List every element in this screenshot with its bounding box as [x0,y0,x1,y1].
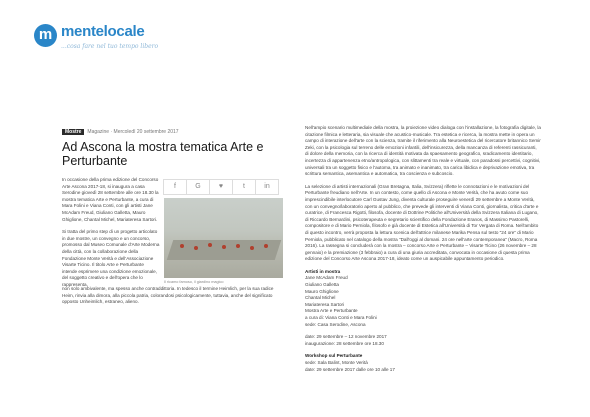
body-paragraph: La selezione di artisti internazionali (Gran Bretagna, Italia, Svizzera) riflette le connotazioni e le motivazioni del Perturbante freudiano nell'Arte. In un contesto, come quello di Ascona e Monte Verità, che ha avuto come suo imprescindibile interlocutore Carl Gustav Jung, diventa culturale proseguire venerdì 29 settembre a Monte Verità, con un convegno/laboratorio aperto al pubblico, che prevede gli interventi di Viana Conti, giornalista, critica d'arte e curatrice, di Francesca Rigotti, filosofa, docente di Dottrine Politiche all'Università della Svizzera Italiana di Lugano, di Riccardo Bernardini, psicoterapeuta e segretario scientifico della Fondazione Eranos, di Massimo Pastorelli, compositore e di Mario Perniola, filosofo e già docente di Estetica all'Università di Tor Vergata di Roma. Nell'ambito di questo incontro, verrà proposta la lettura scenica dell'attrice milanese Marika Pensa sul testo "24 ore" di Mario Perniola, pubblicato nel catalogo della mostra "Dall'oggi al domani. 24 ore nell'arte contemporanea" (Macro, Roma 2016). La rassegna si concluderà con la mostra – concorso Arte e Perturbante – Visarte Ticino (26 novembre – 28 gennaio) e la premiazione (3 febbraio) a cura di una giuria accreditata, convocata in occasione di questa prima edizione del Concorso Arte Ascona 2017-18, ideato come un auspicabile appuntamento periodico. [305,183,539,262]
artist-line: Mauro Ghiglione [305,288,339,294]
artists-heading: Artisti in mostra [305,268,341,274]
artist-line: Giuliano Galletta [305,282,339,288]
logo-mark: m [34,24,57,47]
date-line: inaugurazione: 28 settembre ore 18.30 [305,340,384,346]
brand-tagline: ...cosa fare nel tuo tempo libero [61,43,159,50]
article-body-right [305,125,541,373]
article-meta [62,128,286,136]
artist-line: Chantal Michel [305,295,336,301]
article-header [62,128,286,176]
google-plus-icon[interactable]: G [186,179,210,195]
article-photo[interactable] [164,198,283,278]
workshop-line: date: 29 settembre 2017 dalle ore 10 alle 17 [305,366,395,372]
artist-line: a cura di: Viana Conti e Mara Folini [305,315,377,321]
body-paragraph: Nell'ampio scenario multimediale della mostra, la proiezione video dialoga con l'installazione, la fotografia digitale, la citazione filmica e letteraria, sia visuale che acustico-musicale. Tra estetica e ricerca, la mostra mette in opera un campo di interazione dell'arte con la scienza, tramite il riferimento alla Neuroestetica del ricercatore britannico Semir Zeki, con la psicologia sul terreno delle emozioni infantili, dell'insicurezza, della mancanza di referenti rassicuranti, di dolore della memoria, con la ricerca di identità motivata da spaesamento geografico, sradicamento identitario, incertezza di appartenenza etno/antropologica, con slittamenti tra reale e virtuale, con paradossi percettivi, cognitivi, universali tra un soggetto fisico e l'automa, tra animato e inanimato, tra carica libidica e deprivazione emotiva, tra scrittura semantica, asemantica e automatica, tra coscienza e subcoscio. [305,125,541,177]
intro-paragraph: Si tratta del primo step di un progetto articolato in due mostre, un convegno e un concorso, promosso dal Museo Comunale d'Arte Moderna della città, con la collaborazione della Fondazione Monte Verità e dell'Associazione Visarte Ticino. Il titolo Arte e Perturbante intende esprimere una condizione emozionale, del soggetto creativo e dell'opera che lo rappresenta, [62,229,160,287]
artist-line: Mostra Arte e Perturbante [305,308,358,314]
article-continuation: non solo ambivalente, ma spesso anche contraddittoria. In tedesco il termine Heimlich, per la sua radice Heim, rinvia alla dimora, alla piccola patria, colorandosi psicologicamente, tuttavia, anche del significato opposto Unheimlich, estraneo, alieno. [62,286,274,305]
photo-caption: Il ricamo famoso, il giardino magico [164,280,224,284]
photo-flower [236,244,240,248]
article-date: Magazine · Mercoledì 20 settembre 2017 [87,129,179,135]
artist-line: Jane McAdam Freud [305,275,348,281]
brand-name: mentelocale [61,23,145,40]
artist-line: sede: Casa Serodine, Ascona [305,321,366,327]
facebook-icon[interactable]: f [163,179,187,195]
photo-flower [222,245,226,249]
heart-icon[interactable]: ♥ [209,179,233,195]
date-line: date: 29 settembre – 12 novembre 2017 [305,334,387,340]
article-title: Ad Ascona la mostra tematica Arte e Perturbante [62,140,264,168]
photo-table-shape [167,240,281,260]
category-badge[interactable]: Mostre [62,129,84,135]
artist-line: Mariateresa Sartori [305,301,345,307]
linkedin-icon[interactable]: in [255,179,279,195]
share-bar [164,179,279,195]
dates-section [305,334,541,347]
artists-section [305,269,541,328]
photo-flower [208,243,212,247]
workshop-section [305,353,541,373]
twitter-icon[interactable]: t [232,179,256,195]
photo-flower [264,244,268,248]
brand-logo[interactable] [34,20,174,56]
workshop-heading: Workshop sul Perturbante [305,353,363,359]
intro-paragraph: In occasione della prima edizione del Concorso Arte Ascona 2017-18, si inaugura a casa Serodine giovedì 28 settembre alle ore 18.30 la mostra tematica Arte e Perturbante, a cura di Mara Folini e Viana Conti, con gli artisti Jane McAdam Freud, Giuliano Galletta, Mauro Ghiglione, Chantal Michel, Mariateresa Sartori. [62,177,159,222]
workshop-line: sede: Sala Balint, Monte Verità [305,360,368,365]
photo-flower [194,246,198,250]
article-intro [62,177,160,295]
photo-flower [180,244,184,248]
photo-flower [250,246,254,250]
